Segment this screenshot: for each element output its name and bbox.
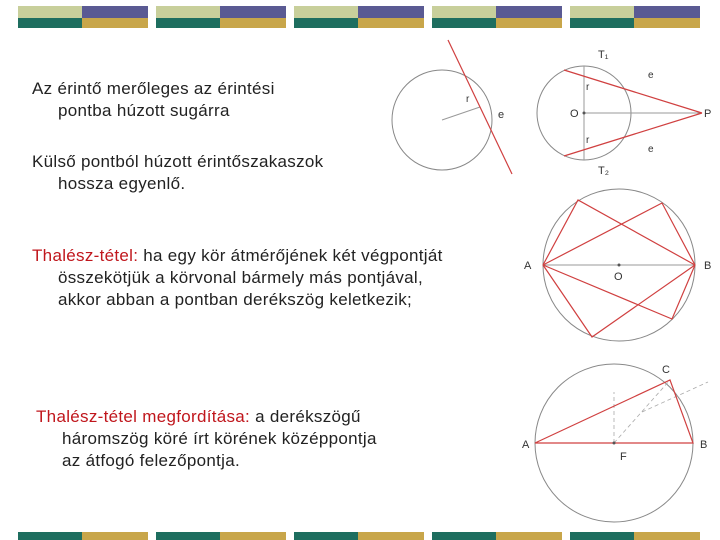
decor-olive-block (570, 6, 634, 18)
thales-theorem-title: Thalész-tétel: (32, 246, 139, 265)
decor-olive-block (156, 6, 220, 18)
point-label-f: F (620, 451, 627, 463)
decor-gold-block (634, 532, 700, 540)
tangent-label: e (648, 70, 654, 81)
point-label-t1: T₁ (598, 49, 609, 61)
tangent-line (564, 70, 702, 113)
decor-teal-block (432, 532, 496, 540)
decor-teal-block (18, 18, 82, 28)
point-label-a: A (522, 439, 530, 451)
point-label-a: A (524, 260, 532, 272)
decor-gold-block (496, 532, 562, 540)
decor-navy-block (496, 6, 562, 18)
decor-teal-block (432, 18, 496, 28)
decor-gold-block (220, 532, 286, 540)
statement-line (32, 245, 443, 267)
tangent-label: e (648, 144, 654, 155)
bottom-decor-band (0, 532, 720, 540)
radius-label: r (586, 135, 590, 146)
tangent-perpendicular-statement (32, 78, 275, 122)
decor-gold-block (496, 18, 562, 28)
decor-gold-block (358, 532, 424, 540)
radius-label: r (466, 94, 470, 105)
decor-teal-block (156, 18, 220, 28)
decor-teal-block (156, 532, 220, 540)
midpoint-f (613, 442, 616, 445)
thales-theorem-statement (32, 245, 443, 311)
thales-converse-statement (36, 406, 377, 472)
decor-teal-block (18, 532, 82, 540)
point-label-p: P (704, 108, 712, 120)
statement-line: háromszög köré írt körének középpontja (62, 429, 377, 448)
thales-figure (522, 188, 720, 348)
statement-line: az átfogó felezőpontja. (62, 451, 240, 470)
decor-navy-block (220, 6, 286, 18)
top-decor-band (0, 6, 720, 34)
statement-line: hossza egyenlő. (58, 174, 186, 193)
external-tangents-figure (530, 48, 720, 178)
decor-teal-block (570, 532, 634, 540)
radius-label: r (586, 82, 590, 93)
thales-converse-figure (520, 362, 720, 532)
decor-gold-block (82, 18, 148, 28)
point-label-t2: T₂ (598, 165, 609, 177)
tangent-segments-statement (32, 151, 323, 195)
decor-gold-block (220, 18, 286, 28)
tangent-line (564, 113, 702, 156)
statement-line: Külső pontból húzott érintőszakaszok (32, 152, 324, 171)
center-point (583, 112, 586, 115)
statement-line: összekötjük a körvonal bármely más pontjával, (58, 268, 423, 287)
decor-navy-block (634, 6, 700, 18)
decor-gold-block (358, 18, 424, 28)
tangent-line (448, 40, 512, 174)
decor-navy-block (358, 6, 424, 18)
right-triangle (543, 200, 695, 265)
decor-olive-block (294, 6, 358, 18)
point-label-c: C (662, 364, 670, 376)
decor-navy-block (82, 6, 148, 18)
statement-line (36, 406, 377, 428)
statement-text: ha egy kör átmérőjének két végpontját (138, 246, 443, 265)
thales-converse-title: Thalész-tétel megfordítása: (36, 407, 251, 426)
tangent-label: e (498, 109, 505, 121)
decor-gold-block (634, 18, 700, 28)
tangent-radius-figure (388, 40, 518, 180)
decor-gold-block (82, 532, 148, 540)
decor-teal-block (294, 18, 358, 28)
median-line (614, 380, 670, 443)
point-label-b: B (700, 439, 708, 451)
decor-olive-block (18, 6, 82, 18)
decor-teal-block (570, 18, 634, 28)
statement-line: pontba húzott sugárra (58, 101, 230, 120)
statement-text: a derékszögű (250, 407, 361, 426)
decor-olive-block (432, 6, 496, 18)
statement-line: Az érintő merőleges az érintési (32, 79, 275, 98)
point-label-b: B (704, 260, 712, 272)
statement-line: akkor abban a pontban derékszög keletkezik; (58, 290, 413, 309)
right-triangle (543, 203, 695, 265)
decor-teal-block (294, 532, 358, 540)
point-label-o: O (614, 271, 623, 283)
center-point (618, 264, 621, 267)
perpendicular-bisector (642, 382, 708, 412)
point-label-o: O (570, 108, 579, 120)
radius-line (442, 107, 480, 120)
